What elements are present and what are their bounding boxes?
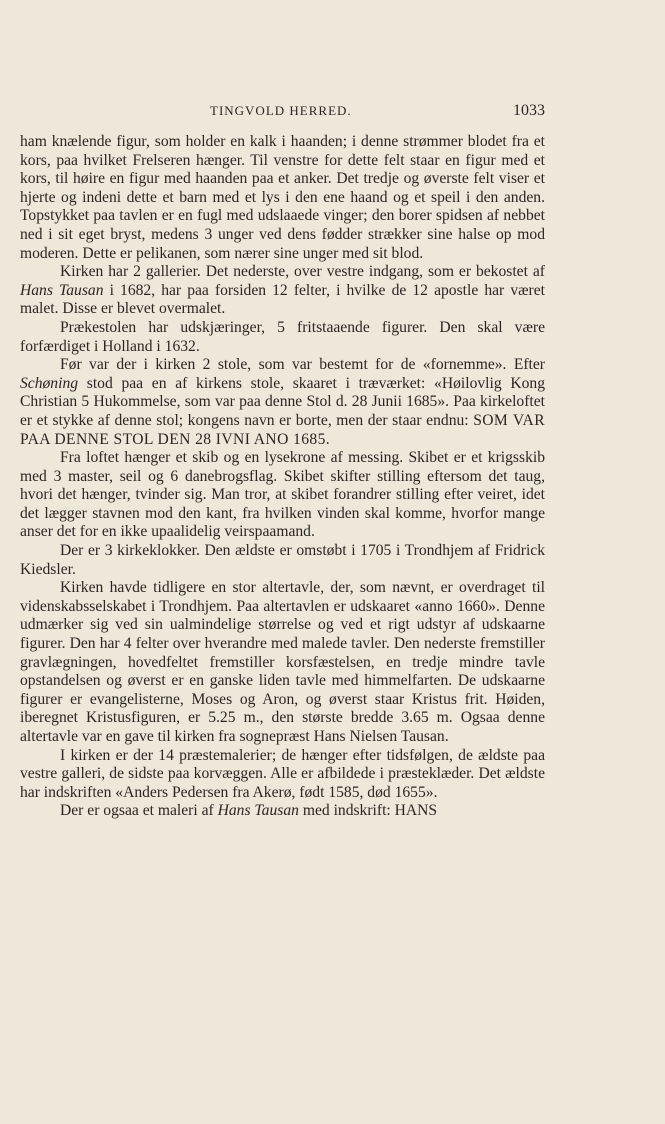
italic-name: Schøning (20, 374, 79, 392)
italic-name: Hans Tausan (217, 802, 299, 820)
text-run: Fra loftet hænger et skib og en lysekrone af messing. Skibet er et krigsskib med 3 master, seil og 6 danebrogsflag. Skibet skifter stilling eftersom det taug, hvori det hænger, tvinder sig. Man tror, at skibet forandrer stilling efter veiret, idet det lægger stavnen mod den kant, fra hvilken vinden skal komme, hvorfor mange anser det for en ikke upaalidelig veirspaamand. (20, 449, 545, 541)
paragraph (20, 356, 545, 449)
inscription-text: SOM VAR PAA DENNE STOL DEN 28 IVNI ANO 1685. (20, 411, 545, 448)
text-run: Før var der i kirken 2 stole, som var bestemt for de «fornemme». Efter (60, 356, 545, 374)
text-run: Prækestolen har udskjæringer, 5 fritstaaende figurer. Den skal være forfærdiget i Holland i 1632. (20, 318, 545, 355)
page-header (20, 103, 545, 125)
text-run: stod paa en af kirkens stole, skaaret i træværket: «Høilovlig Kong Christian 5 Hukommelse, som var paa denne Stol d. 28 Junii 1685». Paa kirkeloftet er et stykke af denne stol; kongens navn er borte, men der staar endnu: (20, 374, 545, 429)
text-run: i 1682, har paa forsiden 12 felter, i hvilke de 12 apostle har været malet. Disse er blevet overmalet. (20, 281, 545, 318)
text-run: Der er 3 kirkeklokker. Den ældste er omstøbt i 1705 i Trondhjem af Fridrick Kiedsler. (20, 542, 545, 578)
paragraph (20, 133, 545, 263)
paragraph (20, 542, 545, 579)
paragraph (20, 579, 545, 746)
paragraph (20, 263, 545, 319)
body-text (20, 133, 545, 821)
text-run: I kirken er der 14 præstemalerier; de hænger efter tidsfølgen, de ældste paa vestre galleri, de sidste paa korvæggen. Alle er afbildede i præsteklæder. Det ældste har indskriften «Anders Pedersen fra Akerø, født 1585, død 1655». (20, 746, 545, 801)
text-run: ham knælende figur, som holder en kalk i haanden; i denne strømmer blodet fra et kors, paa hvilket Frelseren hænger. Til venstre for dette felt staar en figur med et kors, til høire en figur med haanden paa et anker. Det tredje og øverste felt viser et hjerte og indeni dette et barn med et lys i den ene haand og et speil i den anden. Topstykket paa tavlen er en fugl med udslaaede vinger; den borer spidsen af nebbet ned i sit eget bryst, medens 3 unger ved dens fødder strækker sine halse op mod moderen. Dette er pelikanen, som nærer sine unger med sit blod. (20, 133, 545, 262)
text-run: med indskrift: HANS (298, 802, 438, 820)
paragraph (20, 319, 545, 356)
paragraph (20, 747, 545, 803)
running-title: TINGVOLD HERRED. (210, 103, 352, 118)
paragraph (20, 802, 545, 821)
text-run: Kirken havde tidligere en stor altertavle, der, som nævnt, er overdraget til videnskabsselskabet i Trondhjem. Paa altertavlen er udskaaret «anno 1660». Denne udmærker sig ved sin ualmindelige størrelse og ved et rigt udstyr af udskaarne figurer. Den har 4 felter over hverandre med malede tavler. Den nederste fremstiller gravlægningen, hovedfeltet fremstiller korsfæstelsen, en tredje mindre tavle opstandelsen og øverst er en ganske liden tavle med himmelfarten. De udskaarne figurer er evangelisterne, Moses og Aron, og øverst staar Kristus frit. Høiden, iberegnet Kristusfiguren, er 5.25 m., den største bredde 3.65 m. Ogsaa denne altertavle var en gave til kirken fra sognepræst Hans Nielsen Tausan. (20, 579, 545, 745)
paragraph (20, 449, 545, 542)
page-number: 1033 (513, 102, 545, 119)
italic-name: Hans Tausan (20, 281, 104, 299)
text-run: Kirken har 2 gallerier. Det nederste, over vestre indgang, som er bekostet af (60, 263, 545, 281)
text-run: Der er ogsaa et maleri af (60, 802, 218, 820)
